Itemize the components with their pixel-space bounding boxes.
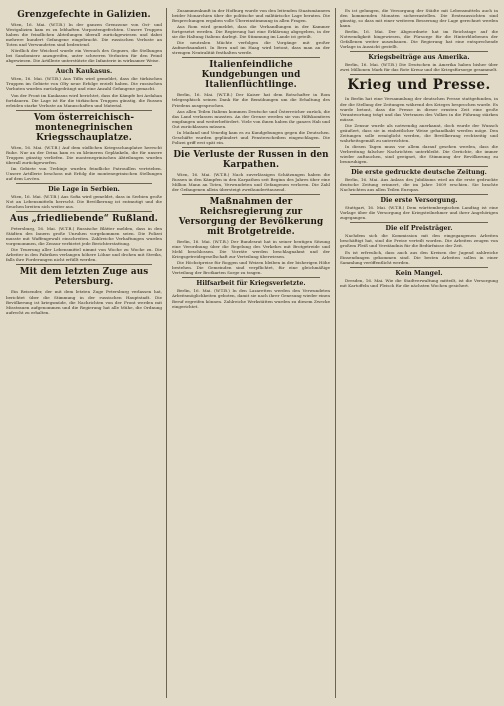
section-divider xyxy=(16,65,152,66)
section-divider xyxy=(350,222,488,223)
article-paragraph: Es ist erfreulich, dass auch aus den Kreisen der Jugend zahlreiche Einsendungen gekommen sind. Die besten Arbeiten sollen in einer Sammlung veröffentlicht werden. xyxy=(340,249,498,265)
article-paragraph: Berlin, 16. Mai. (W.T.B.) Der Bundesrat hat in seiner heutigen Sitzung eine Verordnung über die Regelung des Verkehrs mit Brotgetreide und Mehl beschlossen. Die Vorräte werden beschlagnahmt und der Kriegsgetreidegesellschaft zur Verteilung überwiesen. xyxy=(172,239,330,260)
article-paragraph: Die Teuerung aller Lebensmittel nimmt von Woche zu Woche zu. Die Arbeiter in den Fabriken verlangen höhere Löhne und drohen mit Streiks, falls ihre Forderungen nicht erfüllt werden. xyxy=(6,247,162,263)
article-headline: Auch Kaukasus. xyxy=(55,68,113,76)
article-paragraph: Im Gebiete von Trebinje wurden feindliche Patrouillen vertrieben. Unsere Artillerie beschoss mit Erfolg die montenegrinischen Stellungen auf dem Lovćen. xyxy=(6,165,162,181)
section-divider xyxy=(16,183,152,184)
article-headline: Kriegsbeiträge aus Amerika. xyxy=(368,54,470,62)
section-divider xyxy=(350,166,488,167)
section-divider xyxy=(16,110,152,111)
article-paragraph: Nachdem sich die Kommission mit den eingegangenen Arbeiten beschäftigt hat, sind die Preise verteilt worden. Die Arbeiten zeugen von großem Fleiß und Verständnis für die Bedürfnisse der Zeit. xyxy=(340,233,498,249)
article-headline: Die elf Preisträger. xyxy=(385,225,453,233)
article-paragraph: Aus allen Teilen Italiens kommen Deutsche und Österreicher zurück, die das Land verlassen mussten. An der Grenze werden sie von Hilfskomitees empfangen und weiterbefördert. Viele von ihnen haben ihr ganzes Hab und Gut zurücklassen müssen. xyxy=(172,108,330,129)
article-paragraph: Berlin, 16. Mai. (W.T.B.) Der Kaiser hat dem Botschafter in Rom telegraphisch seinen Dank für die Bemühungen um die Erhaltung des Friedens ausgesprochen. xyxy=(172,92,330,108)
column-rule xyxy=(335,8,336,698)
article-headline: Kein Mangel. xyxy=(395,269,443,277)
section-divider xyxy=(16,211,152,212)
article-paragraph: Dresden, 16. Mai. Wie die Stadtverwaltung mitteilt, ist die Versorgung mit Kartoffeln und Fleisch für die nächsten Wochen gesichert. xyxy=(340,277,498,288)
article-paragraph: Aus Rom wird gemeldet, dass die Verhandlungen in der Kammer fortgesetzt werden. Die Regierung hat eine Erklärung abgegeben, in der sie die Haltung Italiens darlegt. Die Stimmung im Lande ist geteilt. xyxy=(172,24,330,40)
article-paragraph: Berlin, 16. Mai. Der Abgeordnete hat im Reichstage auf die Notwendigkeit hingewiesen, die Fürsorge für die Hinterbliebenen der Gefallenen weiter auszubauen. Die Regierung hat eine entsprechende Vorlage in Aussicht gestellt. xyxy=(340,29,498,50)
article-paragraph: Die Zensur wurde als notwendig anerkannt, doch wurde der Wunsch geäußert, dass sie in einheitlicher Weise gehandhabt werden möge. Den Zeitungen solle ermöglicht werden, die Bevölkerung rechtzeitig und wahrheitsgemäß zu unterrichten. xyxy=(340,122,498,143)
section-divider xyxy=(350,267,488,268)
article-paragraph: In Berlin hat eine Versammlung der deutschen Presse stattgefunden, in der die Stellung der Zeitungen während des Krieges besprochen wurde. Es wurde betont, dass die Presse in dieser ernsten Zeit eine große Verantwortung trägt und das Vertrauen des Volkes in die Führung stärken müsse. xyxy=(340,96,498,122)
article-paragraph: Wien, 16. Mai. (W.T.B.) Auf dem südlichen Kriegsschauplatze herrscht Ruhe. Nur an der Drina kam es zu kleineren Geplänkeln, die für unsere Truppen günstig verliefen. Die montenegrinischen Abteilungen wurden überall zurückgeworfen. xyxy=(6,144,162,165)
column-3 xyxy=(340,8,498,700)
article-paragraph: In diesen Tagen muss vor allem darauf gesehen werden, dass die Verbreitung falscher Nachrichten unterbleibt. Die Gerüchte, die immer wieder auftauchen, sind geeignet, die Stimmung der Bevölkerung zu beunruhigen. xyxy=(340,143,498,165)
article-headline: Die Verluste der Russen in den Karpathen. xyxy=(173,149,329,170)
article-paragraph: Wien, 16. Mai. (W.T.B.) Nach zuverlässigen Schätzungen haben die Russen in den Kämpfen in den Karpathen seit Beginn des Jahres über eine Million Mann an Toten, Verwundeten und Gefangenen verloren. Die Zahl der Gefangenen allein übersteigt zweihunderttausend. xyxy=(172,171,330,193)
article-paragraph: Stuttgart, 16. Mai. (W.T.B.) Dem württembergischen Landtag ist eine Vorlage über die Versorgung der Kriegsteilnehmer und ihrer Angehörigen zugegangen. xyxy=(340,205,498,221)
article-paragraph: Wien, 16. Mai. (W.T.B.) In der ganzen Grenzzone von Ost- und Westgalizien kam es zu lebhaften Vorpostengefechten. Unsere Truppen haben die feindlichen Abteilungen überall zurückgewiesen und dabei mehrere hundert Gefangene eingebracht. Die russischen Verluste an Toten und Verwundeten sind bedeutend. xyxy=(6,22,162,48)
article-headline: Krieg und Presse. xyxy=(347,77,491,94)
article-paragraph: Es ist gelungen, die Versorgung der Städte mit Lebensmitteln auch in den kommenden Monaten sicherzustellen. Die Ernteaussichten sind günstig, so dass mit einer weiteren Besserung der Lage gerechnet werden kann. xyxy=(340,8,498,29)
article-paragraph: Zusammenkunft in der Hofburg wurde von den leitenden Staatsmännern beider Monarchien über die politische und militärische Lage beraten. Die Besprechungen ergaben volle Übereinstimmung in allen Fragen. xyxy=(172,8,330,24)
article-paragraph: Berlin, 16. Mai. Aus Anlass des Jubiläums wird an die erste gedruckte deutsche Zeitung erinnert, die im Jahre 1609 erschien. Sie brachte Nachrichten aus allen Teilen Europas. xyxy=(340,177,498,193)
article-headline: Die erste Versorgung. xyxy=(380,197,458,205)
article-paragraph: Berlin, 16. Mai. (W.T.B.) In den Lazaretten werden den Verwundeten Arbeitsmöglichkeiten geboten, damit sie nach ihrer Genesung wieder einen Beruf ergreifen können. Zahlreiche Werkstätten wurden zu diesem Zwecke eingerichtet. xyxy=(172,288,330,309)
article-paragraph: Nördlich der Weichsel wurde ein Versuch des Gegners, die Stellungen bei Sandomierz anzugreifen, unter schweren Verlusten für den Feind abgewiesen. Die Artillerie unterstützte die Infanterie in wirksamer Weise. xyxy=(6,48,162,64)
section-divider xyxy=(182,147,320,148)
article-paragraph: Wien, 16. Mai. (W.T.B.) Aus Tiflis wird gemeldet, dass die türkischen Truppen im Gebiete von Olty neue Erfolge erzielt haben. Die russischen Vorhuten wurden zurückgedrängt und eine Anzahl Gefangene gemacht. xyxy=(6,76,162,92)
article-paragraph: Berlin, 16. Mai. (W.T.B.) Die Deutschen in Amerika haben bisher über zwei Millionen Mark für das Rote Kreuz und die Kriegsfürsorge gesammelt. xyxy=(340,62,498,73)
section-divider xyxy=(350,74,488,75)
article-headline: Aus „friedliebende“ Rußland. xyxy=(10,214,158,225)
article-headline: Vom österreichisch-montenegrinischen Kriegsschauplatze. xyxy=(33,112,135,143)
article-paragraph: Petersburg, 16. Mai. (W.T.B.) Russische Blätter melden, dass in den Städten des Innern große Unruhen vorgekommen seien. Die Polizei musste mit Waffengewalt einschreiten. Zahlreiche Verhaftungen wurden vorgenommen, die Zensur verbietet jede Berichterstattung. xyxy=(6,226,162,247)
section-divider xyxy=(182,277,320,278)
section-divider xyxy=(16,264,152,265)
column-2 xyxy=(172,8,330,700)
section-divider xyxy=(182,57,320,58)
section-divider xyxy=(350,194,488,195)
section-divider xyxy=(350,51,488,52)
column-1 xyxy=(6,8,162,700)
article-paragraph: Ein Reisender, der mit dem letzten Zuge Petersburg verlassen hat, berichtet über die Stimmung in der russischen Hauptstadt. Die Bevölkerung ist kriegsmüde, die Nachrichten von der Front werden mit Misstrauen aufgenommen und die Regierung hat alle Mühe, die Ordnung aufrecht zu erhalten. xyxy=(6,289,162,315)
article-paragraph: Die Höchstpreise für Roggen und Weizen bleiben in der bisherigen Höhe bestehen. Die Gemeinden sind verpflichtet, für eine gleichmäßige Verteilung der Brotkarten Sorge zu tragen. xyxy=(172,260,330,276)
article-paragraph: In Mailand und Venedig kam es zu Kundgebungen gegen die Deutschen. Geschäfte wurden geplündert und Fensterscheiben eingeschlagen. Die Polizei griff erst spät ein. xyxy=(172,129,330,145)
column-rule xyxy=(166,8,167,698)
article-headline: Mit dem letzten Zuge aus Petersburg. xyxy=(19,267,149,288)
article-headline: Maßnahmen der Reichsregierung zur Versorgung der Bevölkerung mit Brotgetreide. xyxy=(178,197,324,238)
article-paragraph: Von der Front im Kaukasus wird berichtet, dass die Kämpfe bei Ardahan fortdauern. Die Lage ist für die türkischen Truppen günstig, die Russen erleiden starke Verluste an Mannschaften und Material. xyxy=(6,92,162,108)
article-headline: Die Lage in Serbien. xyxy=(48,185,120,193)
section-divider xyxy=(182,194,320,195)
article-headline: Grenzgefechte in Galizien. xyxy=(17,10,151,20)
article-paragraph: Die neutralen Mächte verfolgen die Vorgänge mit großer Aufmerksamkeit. In Bern und im Haag wird betont, dass man an der strengen Neutralität festhalten werde. xyxy=(172,40,330,56)
article-headline: Italienfeindliche Kundgebungen und Italienflüchtlinge. xyxy=(201,60,301,91)
article-headline: Die erste gedruckte deutsche Zeitung. xyxy=(351,169,487,177)
article-paragraph: Wien, 16. Mai. (W.T.B.) Aus Sofia wird gemeldet, dass in Serbien große Not an Lebensmitteln herrscht. Die Bevölkerung ist entmutigt und die Seuchen breiten sich weiter aus. xyxy=(6,193,162,210)
article-headline: Hilfsarbeit für Kriegsverletzte. xyxy=(196,280,306,288)
